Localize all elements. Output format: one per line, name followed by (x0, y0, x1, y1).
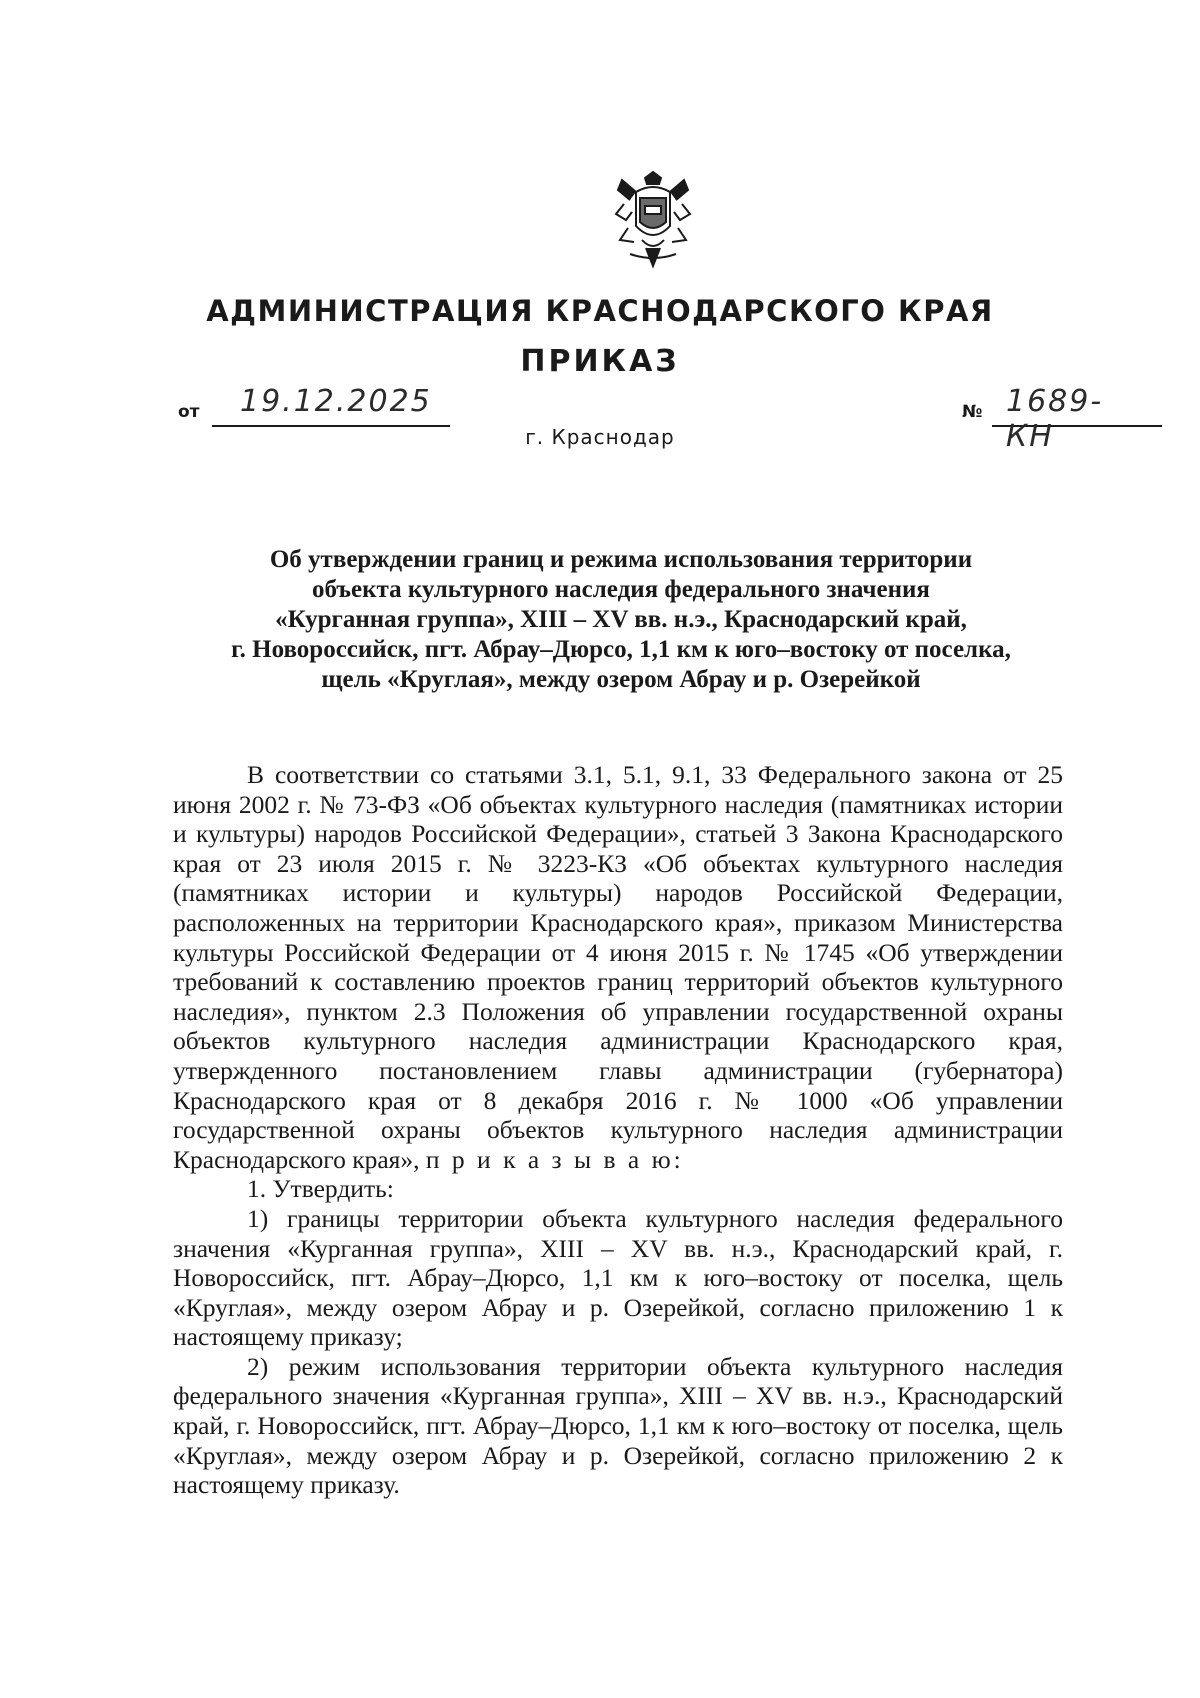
subject-line: щель «Круглая», между озером Абрау и р. Озерейкой (321, 666, 921, 693)
document-body (173, 760, 1063, 1500)
subject-line: г. Новороссийск, пгт. Абрау–Дюрсо, 1,1 км к юго–востоку от поселка, (231, 636, 1011, 663)
preamble-text: В соответствии со статьями 3.1, 5.1, 9.1, 33 Федерального закона от 25 июня 2002 г. № 73-ФЗ «Об объектах культурного наследия (памятниках истории и культуры) народов Российской Федерации», статьей 3 Закона Краснодарского края от 23 июля 2015 г. № 3223-КЗ «Об объектах культурного наследия (памятниках истории и культуры) народов Российской Федерации, расположенных на территории Краснодарского края», приказом Министерства культуры Российской Федерации от 4 июня 2015 г. № 1745 «Об утверждении требований к составлению проектов границ территорий объектов культурного наследия», пунктом 2.3 Положения об управлении государственной охраны объектов культурного наследия администрации Краснодарского края, утвержденного постановлением главы администрации (губернатора) Краснодарского края от 8 декабря 2016 г. № 1000 «Об управлении государственной охраны объектов культурного наследия администрации Краснодарского края», (173, 760, 1063, 1174)
subject-line: Об утверждении границ и режима использования территории (269, 546, 973, 573)
document-subject (176, 545, 1066, 695)
item-1: 1. Утвердить: (247, 1174, 394, 1204)
order-word: п р и к а з ы в а ю: (425, 1144, 684, 1174)
item-1-2: 2) режим использования территории объекта культурного наследия федерального значения «Курганная группа», XIII – XV вв. н.э., Краснодарский край, г. Новороссийск, пгт. Абрау–Дюрсо, 1,1 км к юго–востоку от поселка, щель «Круглая», между озером Абрау и р. Озерейкой, согласно приложению 2 к настоящему приказу. (173, 1351, 1063, 1500)
handwritten-number: 1689-КН (1006, 384, 1104, 454)
document-type-title: ПРИКАЗ (520, 344, 680, 379)
handwritten-date: 19.12.2025 (240, 384, 432, 419)
preamble-paragraph (173, 760, 1063, 1174)
subject-line: «Курганная группа», XIII – XV вв. н.э., Краснодарский край, (275, 606, 967, 633)
coat-of-arms-emblem (612, 170, 694, 270)
city-name: г. Краснодар (525, 425, 675, 449)
item-1-1: 1) границы территории объекта культурного наследия федерального значения «Курганная группа», XIII – XV вв. н.э., Краснодарский край, г. Новороссийск, пгт. Абрау–Дюрсо, 1,1 км к юго–востоку от поселка, щель «Круглая», между озером Абрау и р. Озерейкой, согласно приложению 1 к настоящему приказу; (173, 1203, 1063, 1352)
date-label: от (178, 402, 200, 422)
organization-title: АДМИНИСТРАЦИЯ КРАСНОДАРСКОГО КРАЯ (206, 294, 994, 328)
subject-line: объекта культурного наследия федерального значения (312, 576, 930, 603)
number-label: № (962, 402, 983, 422)
